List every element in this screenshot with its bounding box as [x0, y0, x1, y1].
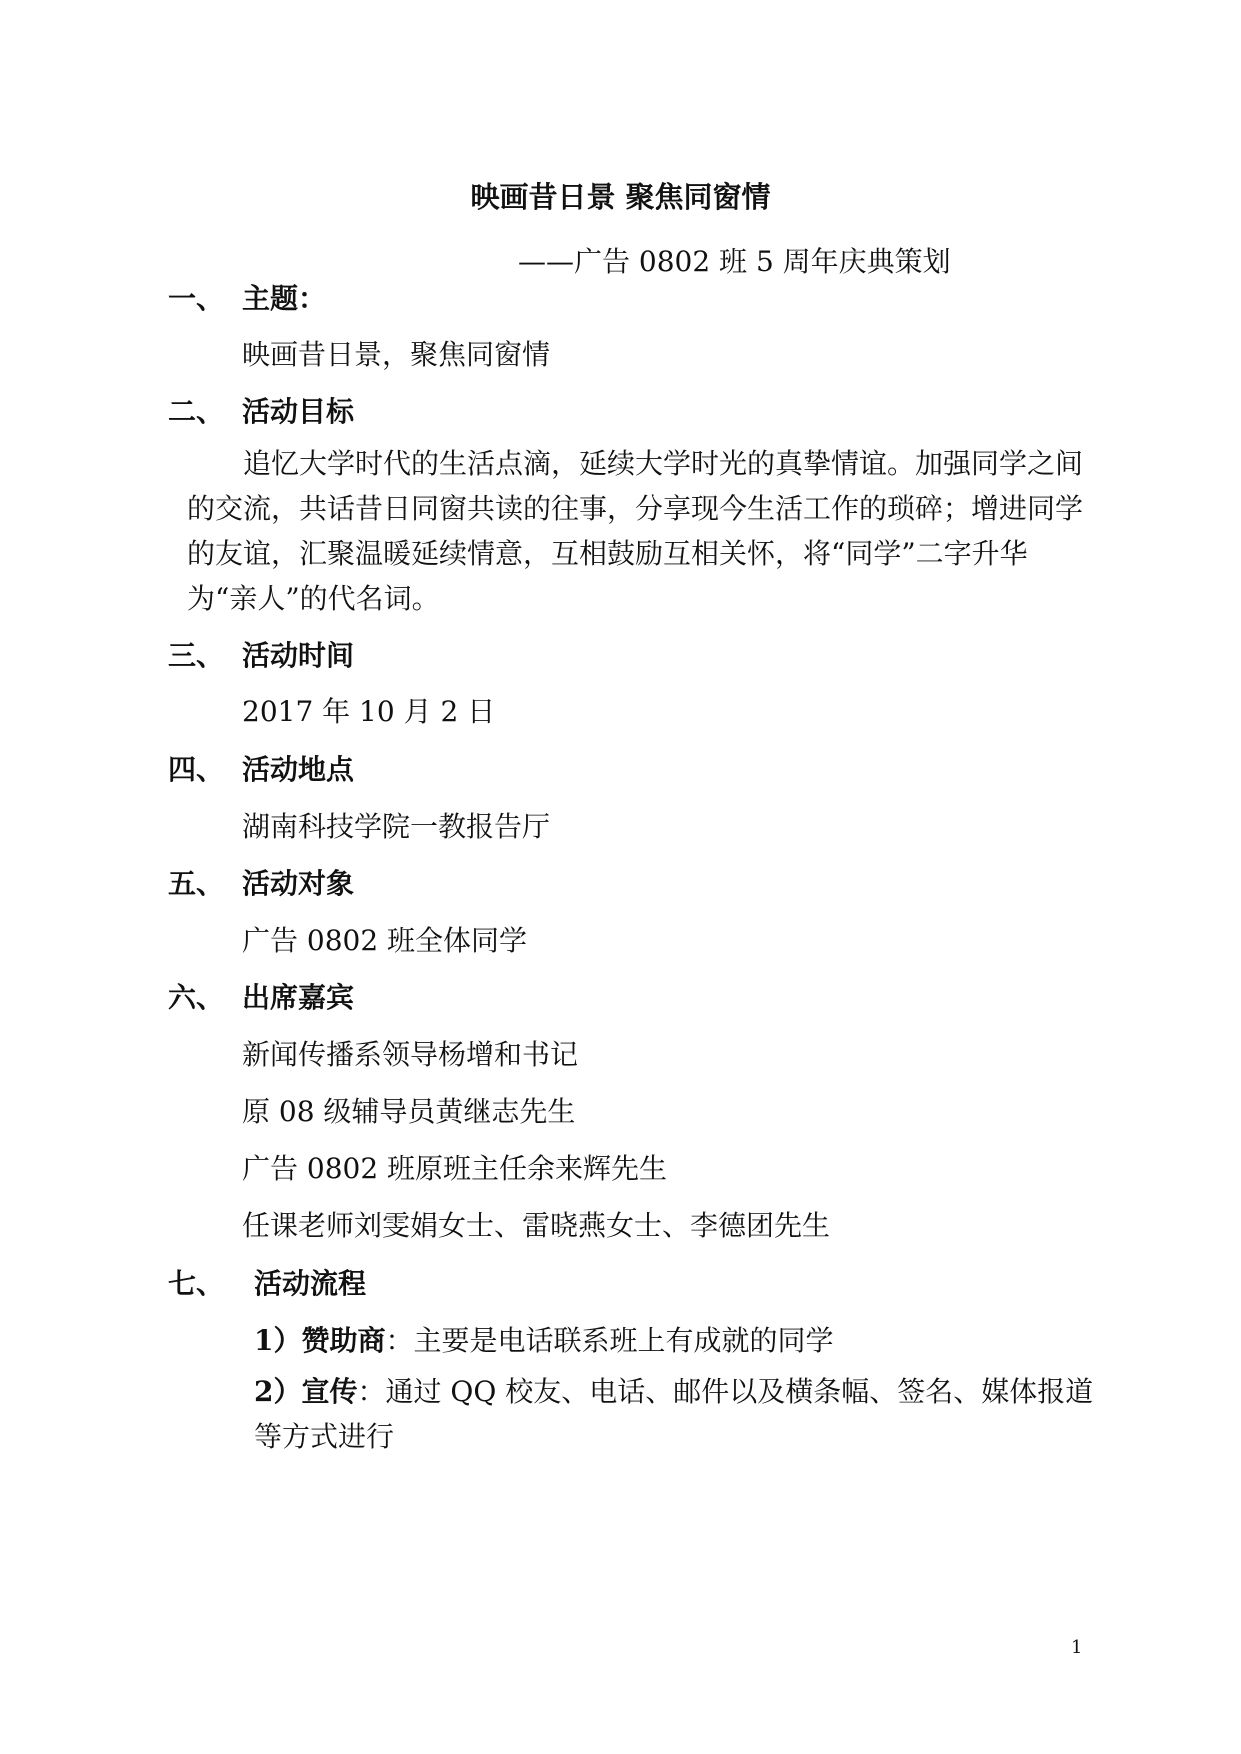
- section-7-number: 七、: [168, 1267, 225, 1300]
- flow-step: [254, 1369, 1094, 1459]
- section-4-title: 活动地点: [242, 753, 355, 786]
- section-5-title: 活动对象: [242, 867, 355, 900]
- section-6-number: 六、: [168, 981, 225, 1014]
- section-2-paragraph-text: 追忆大学时代的生活点滴，延续大学时光的真挚情谊。加强同学之间的交流，共话昔日同窗共读的往事，分享现今生活工作的琐碎；增进同学的友谊，汇聚温暖延续情意，互相鼓励互相关怀，将“同学”二字升华为“亲人”的代名词。: [187, 447, 1084, 615]
- section-3-number: 三、: [168, 639, 225, 672]
- document-subtitle: ——广告 0802 班 5 周年庆典策划: [518, 245, 951, 278]
- section-4-line: 湖南科技学院一教报告厅: [242, 810, 551, 843]
- section-7-title: 活动流程: [254, 1267, 367, 1300]
- section-5-number: 五、: [168, 867, 225, 900]
- guest-line: 广告 0802 班原班主任余来辉先生: [242, 1152, 668, 1185]
- guest-line: 原 08 级辅导员黄继志先生: [242, 1095, 576, 1128]
- flow-step: [254, 1319, 834, 1359]
- section-1-title: 主题：: [242, 282, 327, 315]
- section-4-number: 四、: [168, 753, 225, 786]
- flow-step-label: 2）宣传: [254, 1375, 358, 1408]
- flow-step-text: ：主要是电话联系班上有成就的同学: [385, 1324, 834, 1357]
- section-1-number: 一、: [168, 282, 225, 315]
- section-2-number: 二、: [168, 395, 225, 428]
- guest-line: 任课老师刘雯娟女士、雷晓燕女士、李德团先生: [242, 1209, 831, 1242]
- section-3-title: 活动时间: [242, 639, 355, 672]
- section-3-line: 2017 年 10 月 2 日: [242, 695, 496, 728]
- section-6-title: 出席嘉宾: [242, 981, 355, 1014]
- flow-step-text: ：通过 QQ 校友、电话、邮件以及横条幅、签名、媒体报道等方式进行: [254, 1375, 1094, 1453]
- section-5-line: 广告 0802 班全体同学: [242, 924, 528, 957]
- section-2-paragraph: [187, 441, 1087, 621]
- guest-line: 新闻传播系领导杨增和书记: [242, 1038, 579, 1071]
- page-number: 1: [1071, 1637, 1083, 1658]
- flow-step-label: 1）赞助商: [254, 1324, 386, 1357]
- section-2-title: 活动目标: [242, 395, 355, 428]
- document-title: 映画昔日景 聚焦同窗情: [470, 180, 771, 214]
- section-1-line: 映画昔日景，聚焦同窗情: [242, 338, 551, 371]
